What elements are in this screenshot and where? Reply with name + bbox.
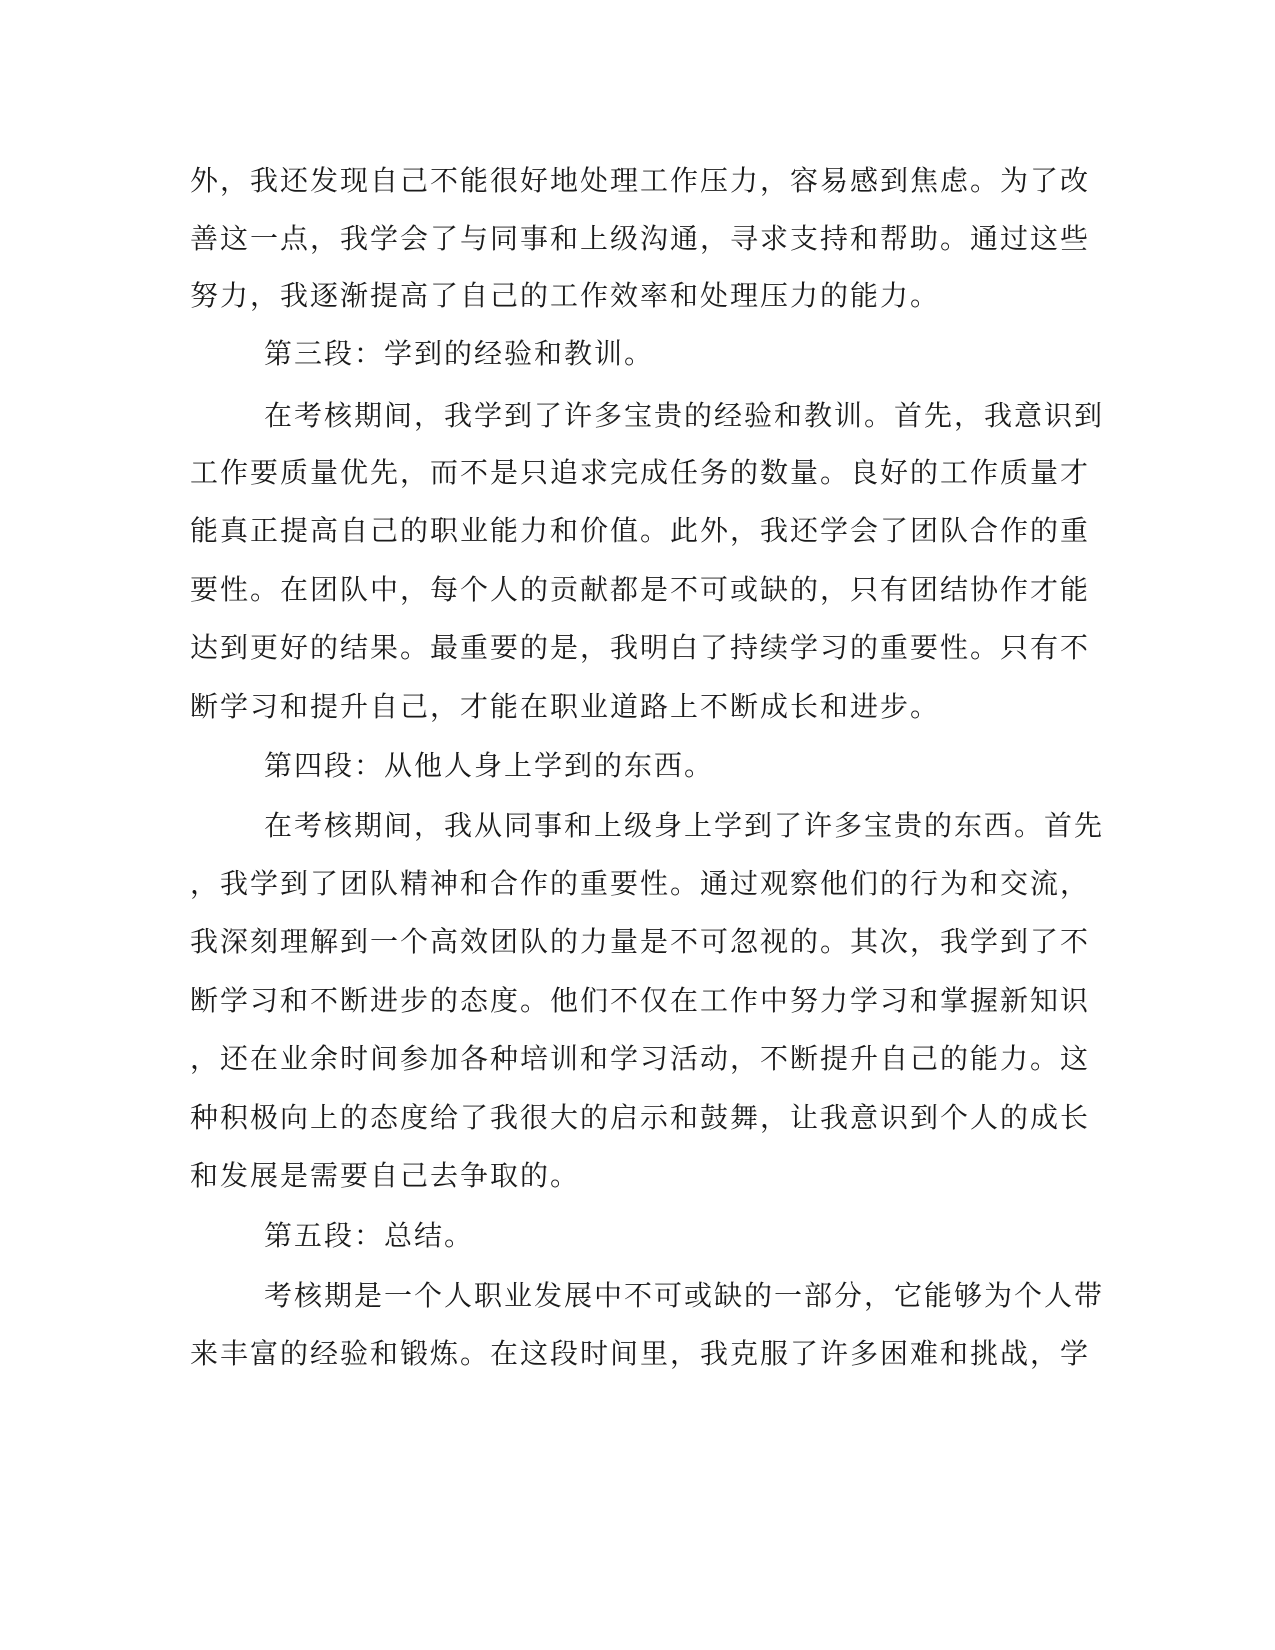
body-line: 来丰富的经验和锻炼。在这段时间里，我克服了许多困难和挑战，学	[190, 1337, 1091, 1370]
paragraph-first-line: 在考核期间，我学到了许多宝贵的经验和教训。首先，我意识到	[264, 399, 1105, 432]
body-line: 要性。在团队中，每个人的贡献都是不可或缺的，只有团结协作才能	[190, 573, 1091, 606]
body-line: 断学习和不断进步的态度。他们不仅在工作中努力学习和掌握新知识	[190, 984, 1091, 1017]
body-line: 达到更好的结果。最重要的是，我明白了持续学习的重要性。只有不	[190, 631, 1091, 664]
section-heading-3: 第三段：学到的经验和教训。	[264, 337, 655, 370]
body-line: 能真正提高自己的职业能力和价值。此外，我还学会了团队合作的重	[190, 514, 1091, 547]
body-line: 断学习和提升自己，才能在职业道路上不断成长和进步。	[190, 690, 941, 723]
body-line: 外，我还发现自己不能很好地处理工作压力，容易感到焦虑。为了改	[190, 164, 1091, 197]
paragraph-first-line: 考核期是一个人职业发展中不可或缺的一部分，它能够为个人带	[264, 1279, 1105, 1312]
body-line: ，还在业余时间参加各种培训和学习活动，不断提升自己的能力。这	[190, 1042, 1091, 1075]
body-line: 我深刻理解到一个高效团队的力量是不可忽视的。其次，我学到了不	[190, 925, 1091, 958]
body-line: 工作要质量优先，而不是只追求完成任务的数量。良好的工作质量才	[190, 456, 1091, 489]
body-line: 善这一点，我学会了与同事和上级沟通，寻求支持和帮助。通过这些	[190, 222, 1091, 255]
body-line: 和发展是需要自己去争取的。	[190, 1159, 581, 1192]
section-heading-4: 第四段：从他人身上学到的东西。	[264, 749, 715, 782]
section-heading-5: 第五段：总结。	[264, 1219, 475, 1252]
body-line: 努力，我逐渐提高了自己的工作效率和处理压力的能力。	[190, 279, 941, 312]
paragraph-first-line: 在考核期间，我从同事和上级身上学到了许多宝贵的东西。首先	[264, 809, 1105, 842]
body-line: 种积极向上的态度给了我很大的启示和鼓舞，让我意识到个人的成长	[190, 1101, 1091, 1134]
body-line: ，我学到了团队精神和合作的重要性。通过观察他们的行为和交流，	[190, 867, 1091, 900]
